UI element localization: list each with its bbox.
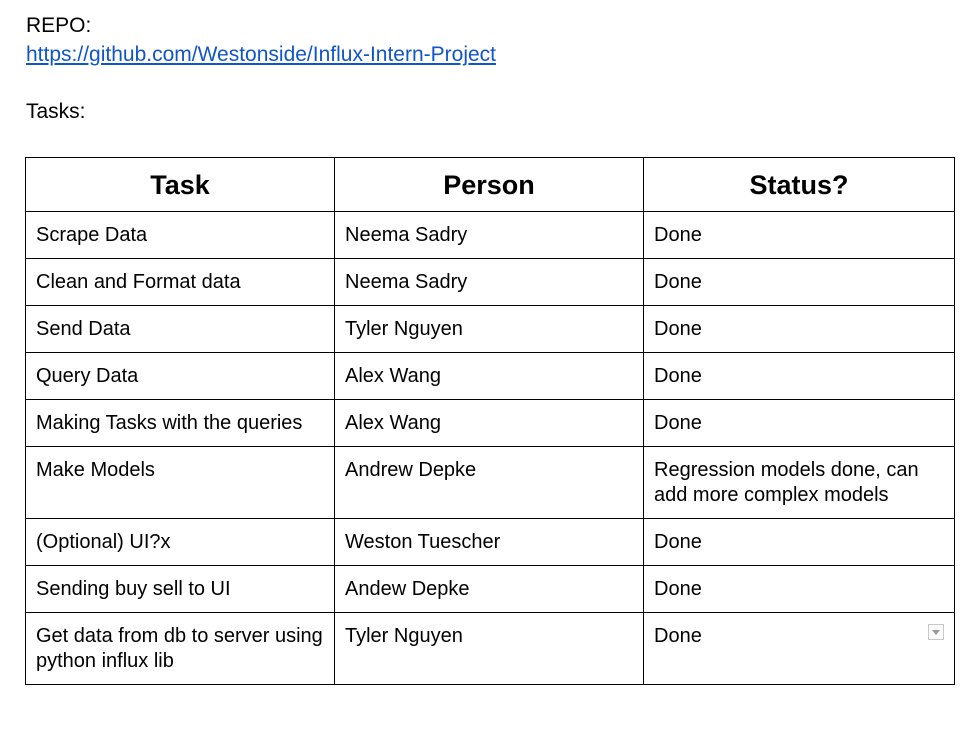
header-status[interactable]: Status? <box>644 158 955 212</box>
status-cell-wrap <box>654 624 944 649</box>
task-cell[interactable]: Clean and Format data <box>26 259 335 306</box>
table-row <box>26 400 955 447</box>
task-cell[interactable]: Make Models <box>26 447 335 519</box>
task-cell[interactable]: Query Data <box>26 353 335 400</box>
status-cell[interactable]: Done <box>644 400 955 447</box>
person-cell[interactable]: Neema Sadry <box>335 259 644 306</box>
status-cell[interactable]: Done <box>644 566 955 613</box>
status-cell[interactable]: Done <box>644 353 955 400</box>
person-cell[interactable]: Andew Depke <box>335 566 644 613</box>
task-cell[interactable]: Scrape Data <box>26 212 335 259</box>
task-cell[interactable]: Sending buy sell to UI <box>26 566 335 613</box>
table-row <box>26 259 955 306</box>
table-row <box>26 447 955 519</box>
status-cell[interactable]: Done <box>644 519 955 566</box>
task-cell[interactable]: Send Data <box>26 306 335 353</box>
tasks-table <box>25 157 955 685</box>
person-cell[interactable]: Andrew Depke <box>335 447 644 519</box>
status-cell[interactable]: Regression models done, can add more complex models <box>644 447 955 519</box>
dropdown-arrow-icon[interactable] <box>928 624 944 640</box>
task-cell[interactable]: (Optional) UI?x <box>26 519 335 566</box>
person-cell[interactable]: Neema Sadry <box>335 212 644 259</box>
status-cell[interactable]: Done <box>644 212 955 259</box>
status-cell[interactable] <box>644 613 955 685</box>
repo-link[interactable]: https://github.com/Westonside/Influx-Intern-Project <box>26 43 496 66</box>
tasks-label: Tasks: <box>26 100 86 123</box>
task-cell[interactable]: Get data from db to server using python influx lib <box>26 613 335 685</box>
table-row <box>26 306 955 353</box>
table-row <box>26 566 955 613</box>
table-header-row <box>26 158 955 212</box>
table-row <box>26 519 955 566</box>
person-cell[interactable]: Alex Wang <box>335 353 644 400</box>
task-cell[interactable]: Making Tasks with the queries <box>26 400 335 447</box>
status-cell[interactable]: Done <box>644 306 955 353</box>
person-cell[interactable]: Alex Wang <box>335 400 644 447</box>
repo-label: REPO: <box>26 14 92 37</box>
table-row <box>26 613 955 685</box>
status-cell[interactable]: Done <box>644 259 955 306</box>
table-row <box>26 212 955 259</box>
table-row <box>26 353 955 400</box>
header-person[interactable]: Person <box>335 158 644 212</box>
status-text: Done <box>654 625 702 647</box>
person-cell[interactable]: Tyler Nguyen <box>335 613 644 685</box>
person-cell[interactable]: Weston Tuescher <box>335 519 644 566</box>
header-task[interactable]: Task <box>26 158 335 212</box>
person-cell[interactable]: Tyler Nguyen <box>335 306 644 353</box>
